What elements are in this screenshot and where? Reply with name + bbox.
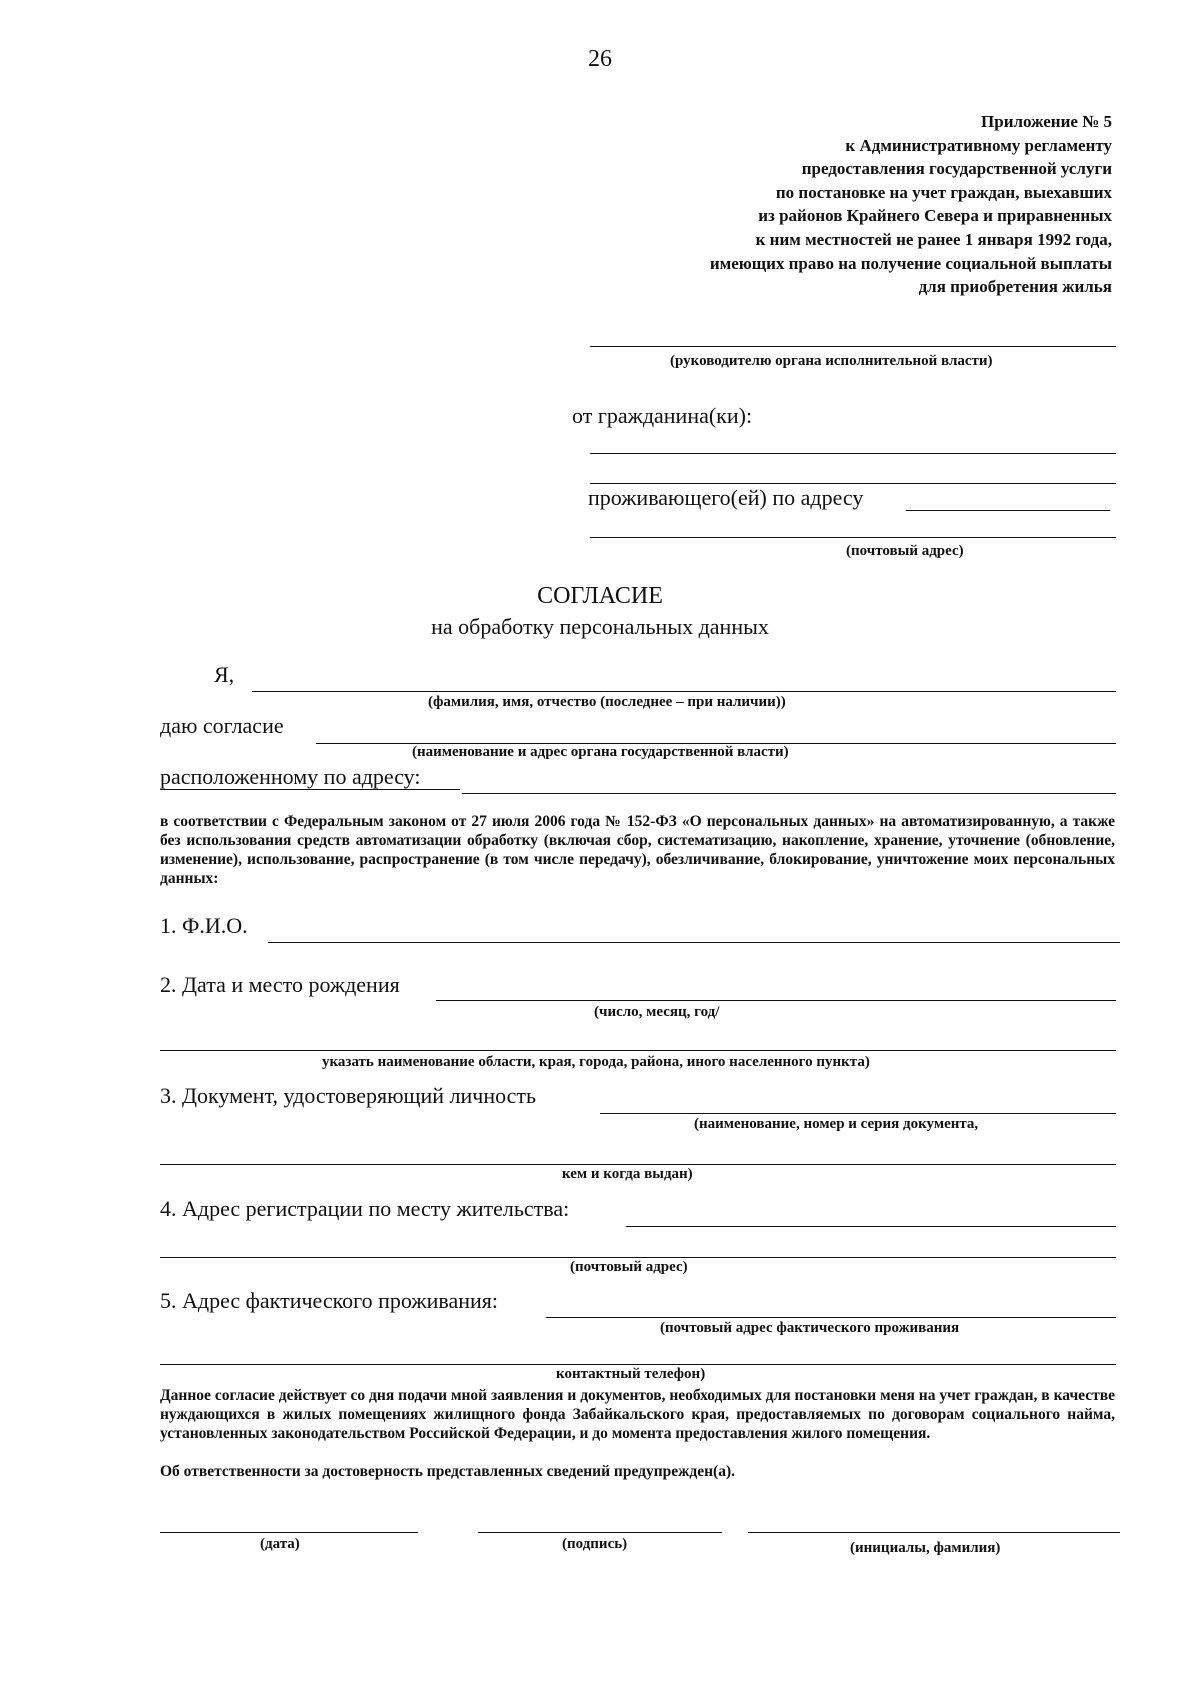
appendix-line: по постановке на учет граждан, выехавших — [775, 182, 1112, 202]
initials-caption: (инициалы, фамилия) — [850, 1540, 1001, 1556]
registration-address-blank-2[interactable] — [160, 1257, 1116, 1258]
id-document-blank[interactable] — [600, 1113, 1116, 1114]
id-document-label: 3. Документ, удостоверяющий личность — [160, 1083, 537, 1108]
appendix-line: к ним местностей не ранее 1 января 1992 года, — [755, 229, 1112, 249]
full-name-blank[interactable] — [252, 691, 1116, 692]
birth-label: 2. Дата и место рождения — [160, 972, 400, 997]
birth-caption-place: указать наименование области, края, города, района, иного населенного пункта) — [322, 1054, 870, 1070]
appendix-line: для приобретения жилья — [918, 277, 1112, 297]
responsibility-statement: Об ответственности за достоверность представленных сведений предупрежден(а). — [160, 1463, 735, 1480]
residing-address-blank-2[interactable] — [590, 537, 1116, 538]
give-consent-label: даю согласие — [160, 713, 284, 738]
id-document-issuer-blank[interactable] — [160, 1164, 1116, 1165]
appendix-line: Приложение № 5 — [981, 112, 1112, 131]
actual-address-label: 5. Адрес фактического проживания: — [160, 1288, 498, 1313]
validity-paragraph: Данное согласие действует со дня подачи мной заявления и документов, необходимых для постановки меня на учет граждан, в качестве нуждающихся в жилых помещениях жилищного фонда Забайкальского края, предоставляемых по договорам социального найма, установленных законодательством Российской Федерации, и до момента предоставления жилого помещения. — [160, 1387, 1115, 1442]
id-document-issuer-caption: кем и когда выдан) — [562, 1166, 693, 1182]
registration-address-label: 4. Адрес регистрации по месту жительства: — [160, 1196, 570, 1221]
citizen-name-blank-2[interactable] — [590, 483, 1116, 484]
postal-address-caption: (почтовый адрес) — [846, 543, 964, 559]
appendix-line: к Административному регламенту — [845, 135, 1112, 155]
fio-label: 1. Ф.И.О. — [160, 913, 248, 938]
appendix-line: имеющих право на получение социальной выплаты — [709, 253, 1112, 273]
document-title: СОГЛАСИЕ — [537, 583, 663, 609]
residing-address-blank[interactable] — [906, 510, 1110, 511]
date-caption: (дата) — [260, 1536, 300, 1552]
appendix-block — [710, 110, 1112, 299]
date-blank[interactable] — [160, 1532, 418, 1533]
id-document-caption: (наименование, номер и серия документа, — [694, 1116, 979, 1132]
full-name-caption: (фамилия, имя, отчество (последнее – при наличии)) — [428, 694, 786, 710]
signature-blank[interactable] — [478, 1532, 722, 1533]
organization-caption: (наименование и адрес органа государственной власти) — [412, 744, 789, 760]
recipient-caption: (руководителю органа исполнительной власти) — [670, 353, 993, 369]
actual-address-caption: (почтовый адрес фактического проживания — [660, 1320, 960, 1336]
organization-address-blank[interactable] — [462, 793, 1116, 794]
registration-address-blank[interactable] — [626, 1226, 1116, 1227]
contact-phone-blank[interactable] — [160, 1364, 1116, 1365]
residing-address-label: проживающего(ей) по адресу — [588, 485, 864, 510]
citizen-name-blank-1[interactable] — [590, 453, 1116, 454]
birth-caption-date: (число, месяц, год/ — [594, 1004, 720, 1020]
birth-blank[interactable] — [436, 1000, 1116, 1001]
appendix-line: предоставления государственной услуги — [801, 159, 1112, 179]
located-underline — [160, 789, 460, 790]
located-at-label: расположенному по адресу: — [160, 764, 421, 789]
initials-blank[interactable] — [748, 1532, 1120, 1533]
recipient-blank[interactable] — [590, 346, 1116, 347]
contact-phone-caption: контактный телефон) — [556, 1366, 706, 1382]
registration-address-caption: (почтовый адрес) — [570, 1259, 688, 1275]
document-subtitle: на обработку персональных данных — [431, 614, 769, 639]
page-number: 26 — [588, 46, 612, 72]
law-paragraph: в соответствии с Федеральным законом от 27 июля 2006 года № 152-ФЗ «О персональных данных» на автоматизированную, а также без использования средств автоматизации обработку (включая сбор, систематизацию, накопление, хранение, уточнение (обновление, изменение), использование, распространение (в том числе передачу), обезличивание, блокирование, уничтожение моих персональных данных: — [160, 813, 1115, 887]
signature-caption: (подпись) — [562, 1536, 628, 1552]
actual-address-blank[interactable] — [546, 1317, 1116, 1318]
fio-blank[interactable] — [268, 942, 1120, 943]
i-label: Я, — [214, 662, 235, 687]
appendix-line: из районов Крайнего Севера и приравненных — [758, 206, 1112, 226]
birth-place-blank[interactable] — [160, 1050, 1116, 1051]
from-citizen-label: от гражданина(ки): — [572, 403, 753, 428]
